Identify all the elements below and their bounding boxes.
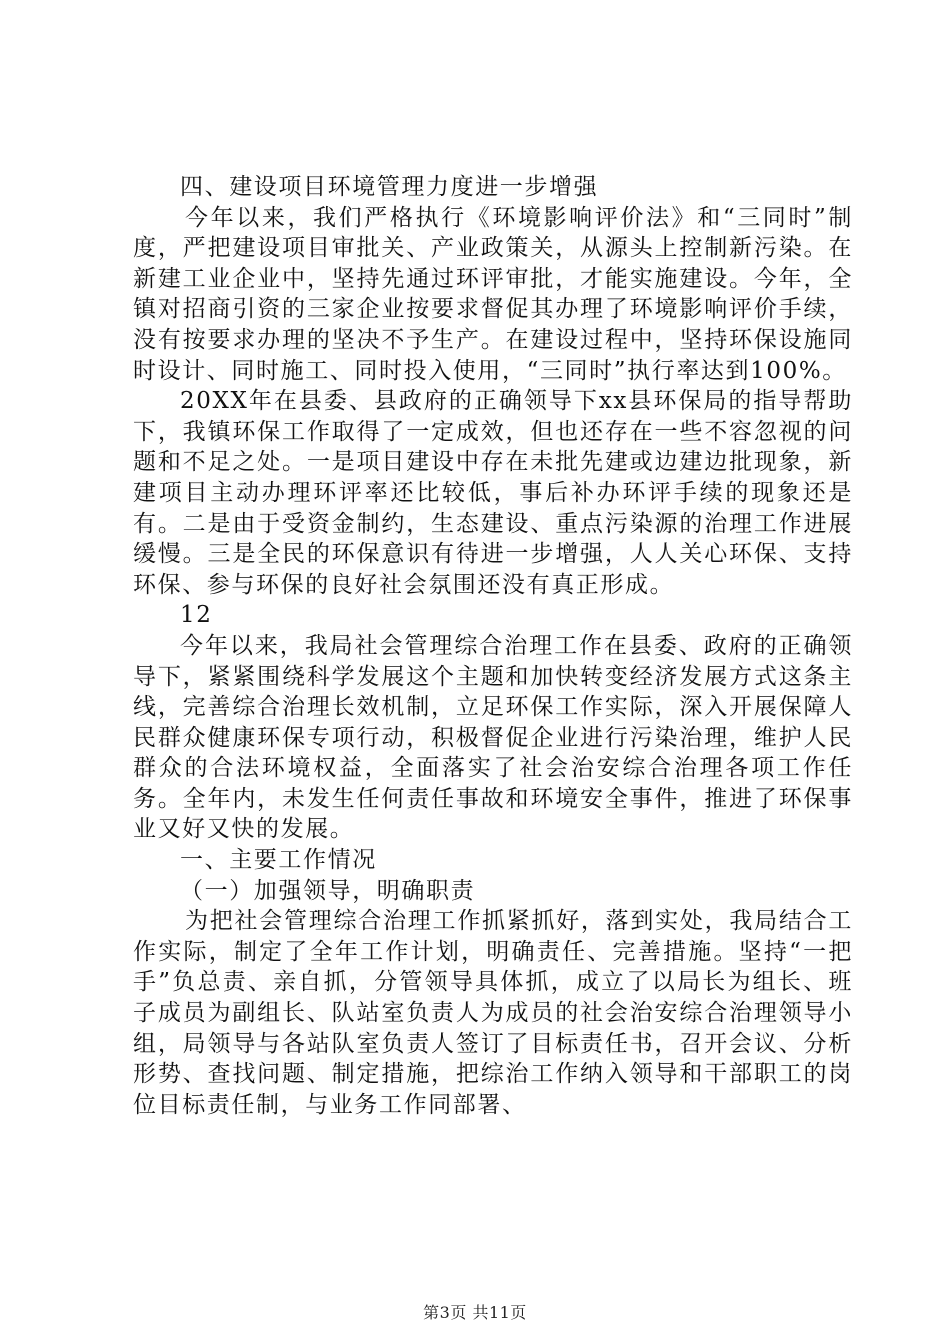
document-body xyxy=(133,172,853,1120)
subsection-heading-leadership: （一）加强领导，明确职责 xyxy=(180,877,476,904)
paragraph-eia-enforcement: 今年以来，我们严格执行《环境影响评价法》和“三同时”制度，严把建设项目审批关、产业政策关，从源头上控制新污染。在新建工业企业中，坚持先通过环评审批，才能实施建设。今年，全镇对招商引资的三家企业按要求督促其办理了环境影响评价手续，没有按要求办理的坚决不予生产。在建设过程中，坚持环保设施同时设计、同时施工、同时投入使用，“三同时”执行率达到100%。 xyxy=(133,204,853,384)
paragraph-problems: 20XX年在县委、县政府的正确领导下xx县环保局的指导帮助下，我镇环保工作取得了一定成效，但也还存在一些不容忽视的问题和不足之处。一是项目建设中存在未批先建或边建边批现象，新建项目主动办理环评率还比较低，事后补办环评手续的现象还是有。二是由于受资金制约，生态建设、重点污染源的治理工作进展缓慢。三是全民的环保意识有待进一步增强，人人关心环保、支持环保、参与环保的良好社会氛围还没有真正形成。 xyxy=(133,388,853,598)
section-heading-main-work: 一、主要工作情况 xyxy=(180,847,377,874)
paragraph-number: 12 xyxy=(180,602,213,629)
paragraph-leadership-details: 为把社会管理综合治理工作抓紧抓好，落到实处，我局结合工作实际，制定了全年工作计划，明确责任、完善措施。坚持“一把手”负总责、亲自抓，分管领导具体抓，成立了以局长为组长、班子成员为副组长、队站室负责人为成员的社会治安综合治理领导小组，局领导与各站队室负责人签订了目标责任书，召开会议、分析形势、查找问题、制定措施，把综治工作纳入领导和干部职工的岗位目标责任制，与业务工作同部署、 xyxy=(133,908,853,1118)
paragraph-comprehensive-management: 今年以来，我局社会管理综合治理工作在县委、政府的正确领导下，紧紧围绕科学发展这个主题和加快转变经济发展方式这条主线，完善综合治理长效机制，立足环保工作实际，深入开展保障人民群众健康环保专项行动，积极督促企业进行污染治理，维护人民群众的合法环境权益，全面落实了社会治安综合治理各项工作任务。全年内，未发生任何责任事故和环境安全事件，推进了环保事业又好又快的发展。 xyxy=(133,632,853,843)
section-heading-construction-projects: 四、建设项目环境管理力度进一步增强 xyxy=(180,174,599,200)
page-footer: 第3页 共11页 xyxy=(423,1303,527,1322)
